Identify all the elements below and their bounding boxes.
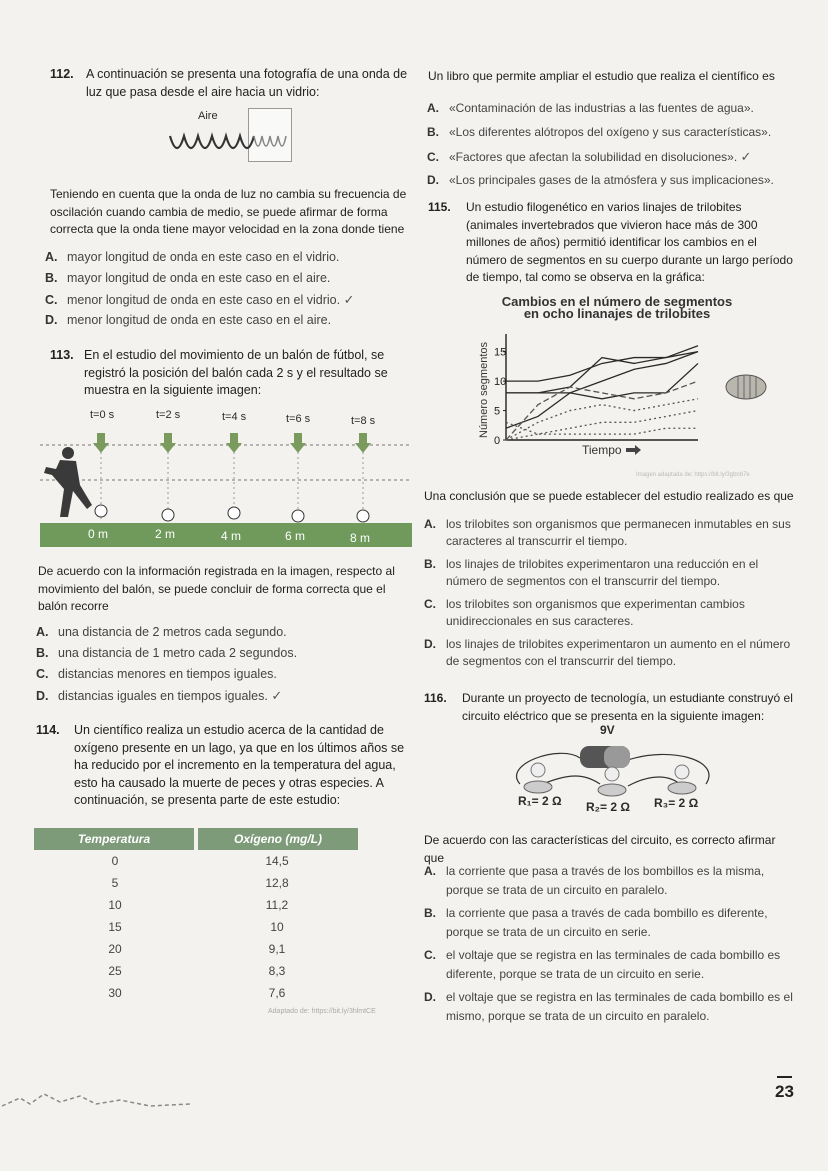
time-label-0: t=0 s xyxy=(90,409,115,421)
check-mark-icon: ✓ xyxy=(740,149,752,164)
q115-source: Imagen adaptada de: https://bit.ly/3gbnb7e xyxy=(636,472,750,478)
chart-x-label: Tiempo xyxy=(582,443,622,457)
table-header-temperature: Temperatura xyxy=(34,828,196,850)
series-line-8 xyxy=(506,422,698,434)
q112-number: 112. xyxy=(50,67,74,81)
position-label-0: 0 m xyxy=(88,527,109,541)
trilobite-icon xyxy=(726,375,766,399)
y-tick-label: 0 xyxy=(494,435,501,447)
q115-stem-text: Un estudio filogenético en varios linajes de trilobites (animales invertebrados que vivieron hace más de 300 millones de años) permitió identificar los cambios en el número de segmentos en su cuerpo durante un largo período de tiempo, tal como se observa en la gráfica: xyxy=(466,200,793,284)
series-line-6 xyxy=(506,399,698,440)
table-row: 0 14,5 xyxy=(111,854,289,868)
q112-option-b[interactable]: B. mayor longitud de onda en este caso en el aire. xyxy=(45,271,331,285)
table-row: 20 9,1 xyxy=(108,942,286,956)
y-tick-label: 10 xyxy=(494,376,507,389)
position-label-4: 8 m xyxy=(350,531,371,545)
q114-option-c[interactable]: C. «Factores que afectan la solubilidad en disoluciones». ✓ xyxy=(427,149,752,164)
ball-icon xyxy=(228,507,240,519)
q114-option-d[interactable]: D. «Los principales gases de la atmósfera y sus implicaciones». xyxy=(427,173,774,187)
q115-number: 115. xyxy=(428,200,451,214)
decorative-doodle xyxy=(0,1088,220,1114)
time-label-3: t=6 s xyxy=(286,413,311,425)
light-bulb-icon xyxy=(531,763,545,777)
q116-stem-text: Durante un proyecto de tecnología, un estudiante construyó el circuito eléctrico que se presenta en la siguiente imagen: xyxy=(462,691,793,723)
chart-title-line-2: en ocho linanajes de trilobites xyxy=(523,306,711,321)
table-header-oxygen: Oxígeno (mg/L) xyxy=(196,828,358,850)
time-label-1: t=2 s xyxy=(156,409,181,421)
bulb-socket-icon xyxy=(524,781,552,793)
time-arrow-icon xyxy=(226,433,242,453)
q113-number: 113. xyxy=(50,348,74,362)
chart-title xyxy=(492,296,742,320)
q115-option-a[interactable]: A. los trilobites son organismos que permanecen inmutables en sus caracteres al transcurrir el tiempo. xyxy=(424,517,791,548)
q114-cont-intro: Un libro que permite ampliar el estudio que realiza el científico es xyxy=(428,69,775,83)
q113-options xyxy=(36,624,412,708)
bulb-socket-icon xyxy=(598,784,626,796)
q114-option-a[interactable]: A. «Contaminación de las industrias a las fuentes de agua». xyxy=(427,101,754,115)
q113-context: De acuerdo con la información registrada en la imagen, respecto al movimiento del balón, se puede concluir de forma correcta que el balón recorre xyxy=(38,564,395,613)
q112-options xyxy=(45,249,415,333)
resistor-label-2: R₂= 2 Ω xyxy=(586,800,630,814)
q116-number: 116. xyxy=(424,691,447,705)
q112-option-c[interactable]: C. menor longitud de onda en este caso en el vidrio. ✓ xyxy=(45,292,355,307)
table-row: 10 11,2 xyxy=(108,898,289,912)
ball-icon xyxy=(292,510,304,522)
battery-label: 9V xyxy=(600,723,615,737)
table-row: 30 7,6 xyxy=(108,986,286,1000)
y-tick-label: 15 xyxy=(494,346,507,359)
q113-stem-text: En el estudio del movimiento de un balón de fútbol, se registró la posición del balón cada 2 s y el resultado se muestra en la siguiente imagen: xyxy=(84,348,388,397)
q116-option-b[interactable]: B. la corriente que pasa a través de cada bombillo es diferente, porque se trata de un circuito en serie. xyxy=(424,906,768,939)
time-arrow-icon xyxy=(160,433,176,453)
ball-icon xyxy=(162,509,174,521)
q112-option-a[interactable]: A. mayor longitud de onda en este caso en el vidrio. xyxy=(45,250,340,264)
q115-option-c[interactable]: C. los trilobites son organismos que experimentan cambios unidireccionales en sus caracteres. xyxy=(424,597,745,628)
q113-option-c[interactable]: C. distancias menores en tiempos iguales. xyxy=(36,667,277,681)
q116-option-d[interactable]: D. el voltaje que se registra en las terminales de cada bombillo es el mismo, porque se trata de un circuito en paralelo. xyxy=(424,990,793,1023)
q114-stem-text: Un científico realiza un estudio acerca de la cantidad de oxígeno presente en un lago, ya que en los últimos años se ha reducido por el incremento en la temperatura del agua, esto ha causado la muerte de peces y otras especies. A continuación, se presenta parte de este estudio: xyxy=(74,723,405,807)
q113-option-d[interactable]: D. distancias iguales en tiempos iguales. ✓ xyxy=(36,688,283,703)
q112-stem xyxy=(50,66,412,101)
q115-question: Una conclusión que se puede establecer del estudio realizado es que xyxy=(424,489,794,503)
q112-context: Teniendo en cuenta que la onda de luz no cambia su frecuencia de oscilación cuando cambia de medio, se puede afirmar de forma correcta que la onda tiene mayor velocidad en la zona donde tiene xyxy=(50,187,407,236)
check-mark-icon: ✓ xyxy=(271,688,283,703)
chart-series xyxy=(506,346,698,440)
q116-question: De acuerdo con las características del circuito, es correcto afirmar que xyxy=(424,833,776,865)
q113-option-a[interactable]: A. una distancia de 2 metros cada segundo. xyxy=(36,625,287,639)
table-row: 5 12,8 xyxy=(111,876,289,890)
q113-option-b[interactable]: B. una distancia de 1 metro cada 2 segundos. xyxy=(36,646,298,660)
resistor-label-3: R₃= 2 Ω xyxy=(654,796,699,810)
resistor-label-1: R₁= 2 Ω xyxy=(518,794,562,808)
q114-cont-options xyxy=(427,100,807,196)
position-label-2: 4 m xyxy=(221,529,242,543)
y-tick-label: 5 xyxy=(494,405,501,418)
series-line-7 xyxy=(506,411,698,440)
time-label-4: t=8 s xyxy=(351,415,376,427)
chart-y-label: Número segmentos xyxy=(478,342,490,438)
q116-options xyxy=(424,862,798,1030)
q115-stem xyxy=(428,199,794,287)
table-row: 25 8,3 xyxy=(108,964,286,978)
light-bulb-icon xyxy=(605,767,619,781)
oxygen-table xyxy=(34,828,358,1004)
series-line-4 xyxy=(506,363,698,428)
q115-option-d[interactable]: D. los linajes de trilobites experimentaron un aumento en el número de segmentos con el transcurrir del tiempo. xyxy=(424,637,791,668)
light-wave xyxy=(168,128,298,162)
trilobite-chart xyxy=(476,322,796,462)
q116-option-c[interactable]: C. el voltaje que se registra en las terminales de cada bombillo es diferente, porque se trata de un circuito en serie. xyxy=(424,948,781,981)
table-row: 15 10 xyxy=(108,920,284,934)
q112-label-air: Aire xyxy=(198,110,218,122)
chart-title-line-1: Cambios en el número de segmentos xyxy=(501,294,733,309)
q112-wave-figure xyxy=(168,108,298,164)
q112-option-d[interactable]: D. menor longitud de onda en este caso en el aire. xyxy=(45,313,332,327)
ball-icon xyxy=(357,510,369,522)
time-label-2: t=4 s xyxy=(222,411,247,423)
q112-stem-text: A continuación se presenta una fotografía de una onda de luz que pasa desde el aire hacia un vidrio: xyxy=(86,67,408,99)
page-number: 23 xyxy=(775,1082,794,1101)
q116-stem xyxy=(424,690,796,725)
series-line-3 xyxy=(506,346,698,393)
q116-option-a[interactable]: A. la corriente que pasa a través de los bombillos es la misma, porque se trata de un circuito en paralelo. xyxy=(424,864,765,897)
time-arrow-icon xyxy=(355,433,371,453)
position-label-1: 2 m xyxy=(155,527,176,541)
q114-source: Adaptado de: https://bit.ly/3hlmtCE xyxy=(268,1008,376,1015)
bulb-socket-icon xyxy=(668,782,696,794)
q114-number: 114. xyxy=(36,723,60,737)
check-mark-icon: ✓ xyxy=(343,292,355,307)
q114-stem xyxy=(36,722,412,810)
position-label-3: 6 m xyxy=(285,529,306,543)
q113-stem xyxy=(50,347,412,400)
x-axis-arrow-icon xyxy=(626,445,641,455)
time-arrow-icon xyxy=(93,433,109,453)
circuit-figure xyxy=(500,724,730,816)
time-arrow-icon xyxy=(290,433,306,453)
q115-options xyxy=(424,516,796,676)
ball-icon xyxy=(95,505,107,517)
light-bulb-icon xyxy=(675,765,689,779)
q115-option-b[interactable]: B. los linajes de trilobites experimentaron una reducción en el número de segmentos con el transcurrir del tiempo. xyxy=(424,557,759,588)
q114-option-b[interactable]: B. «Los diferentes alótropos del oxígeno y sus características». xyxy=(427,125,772,139)
q113-ball-figure xyxy=(40,405,412,555)
soccer-player-icon xyxy=(44,447,92,517)
